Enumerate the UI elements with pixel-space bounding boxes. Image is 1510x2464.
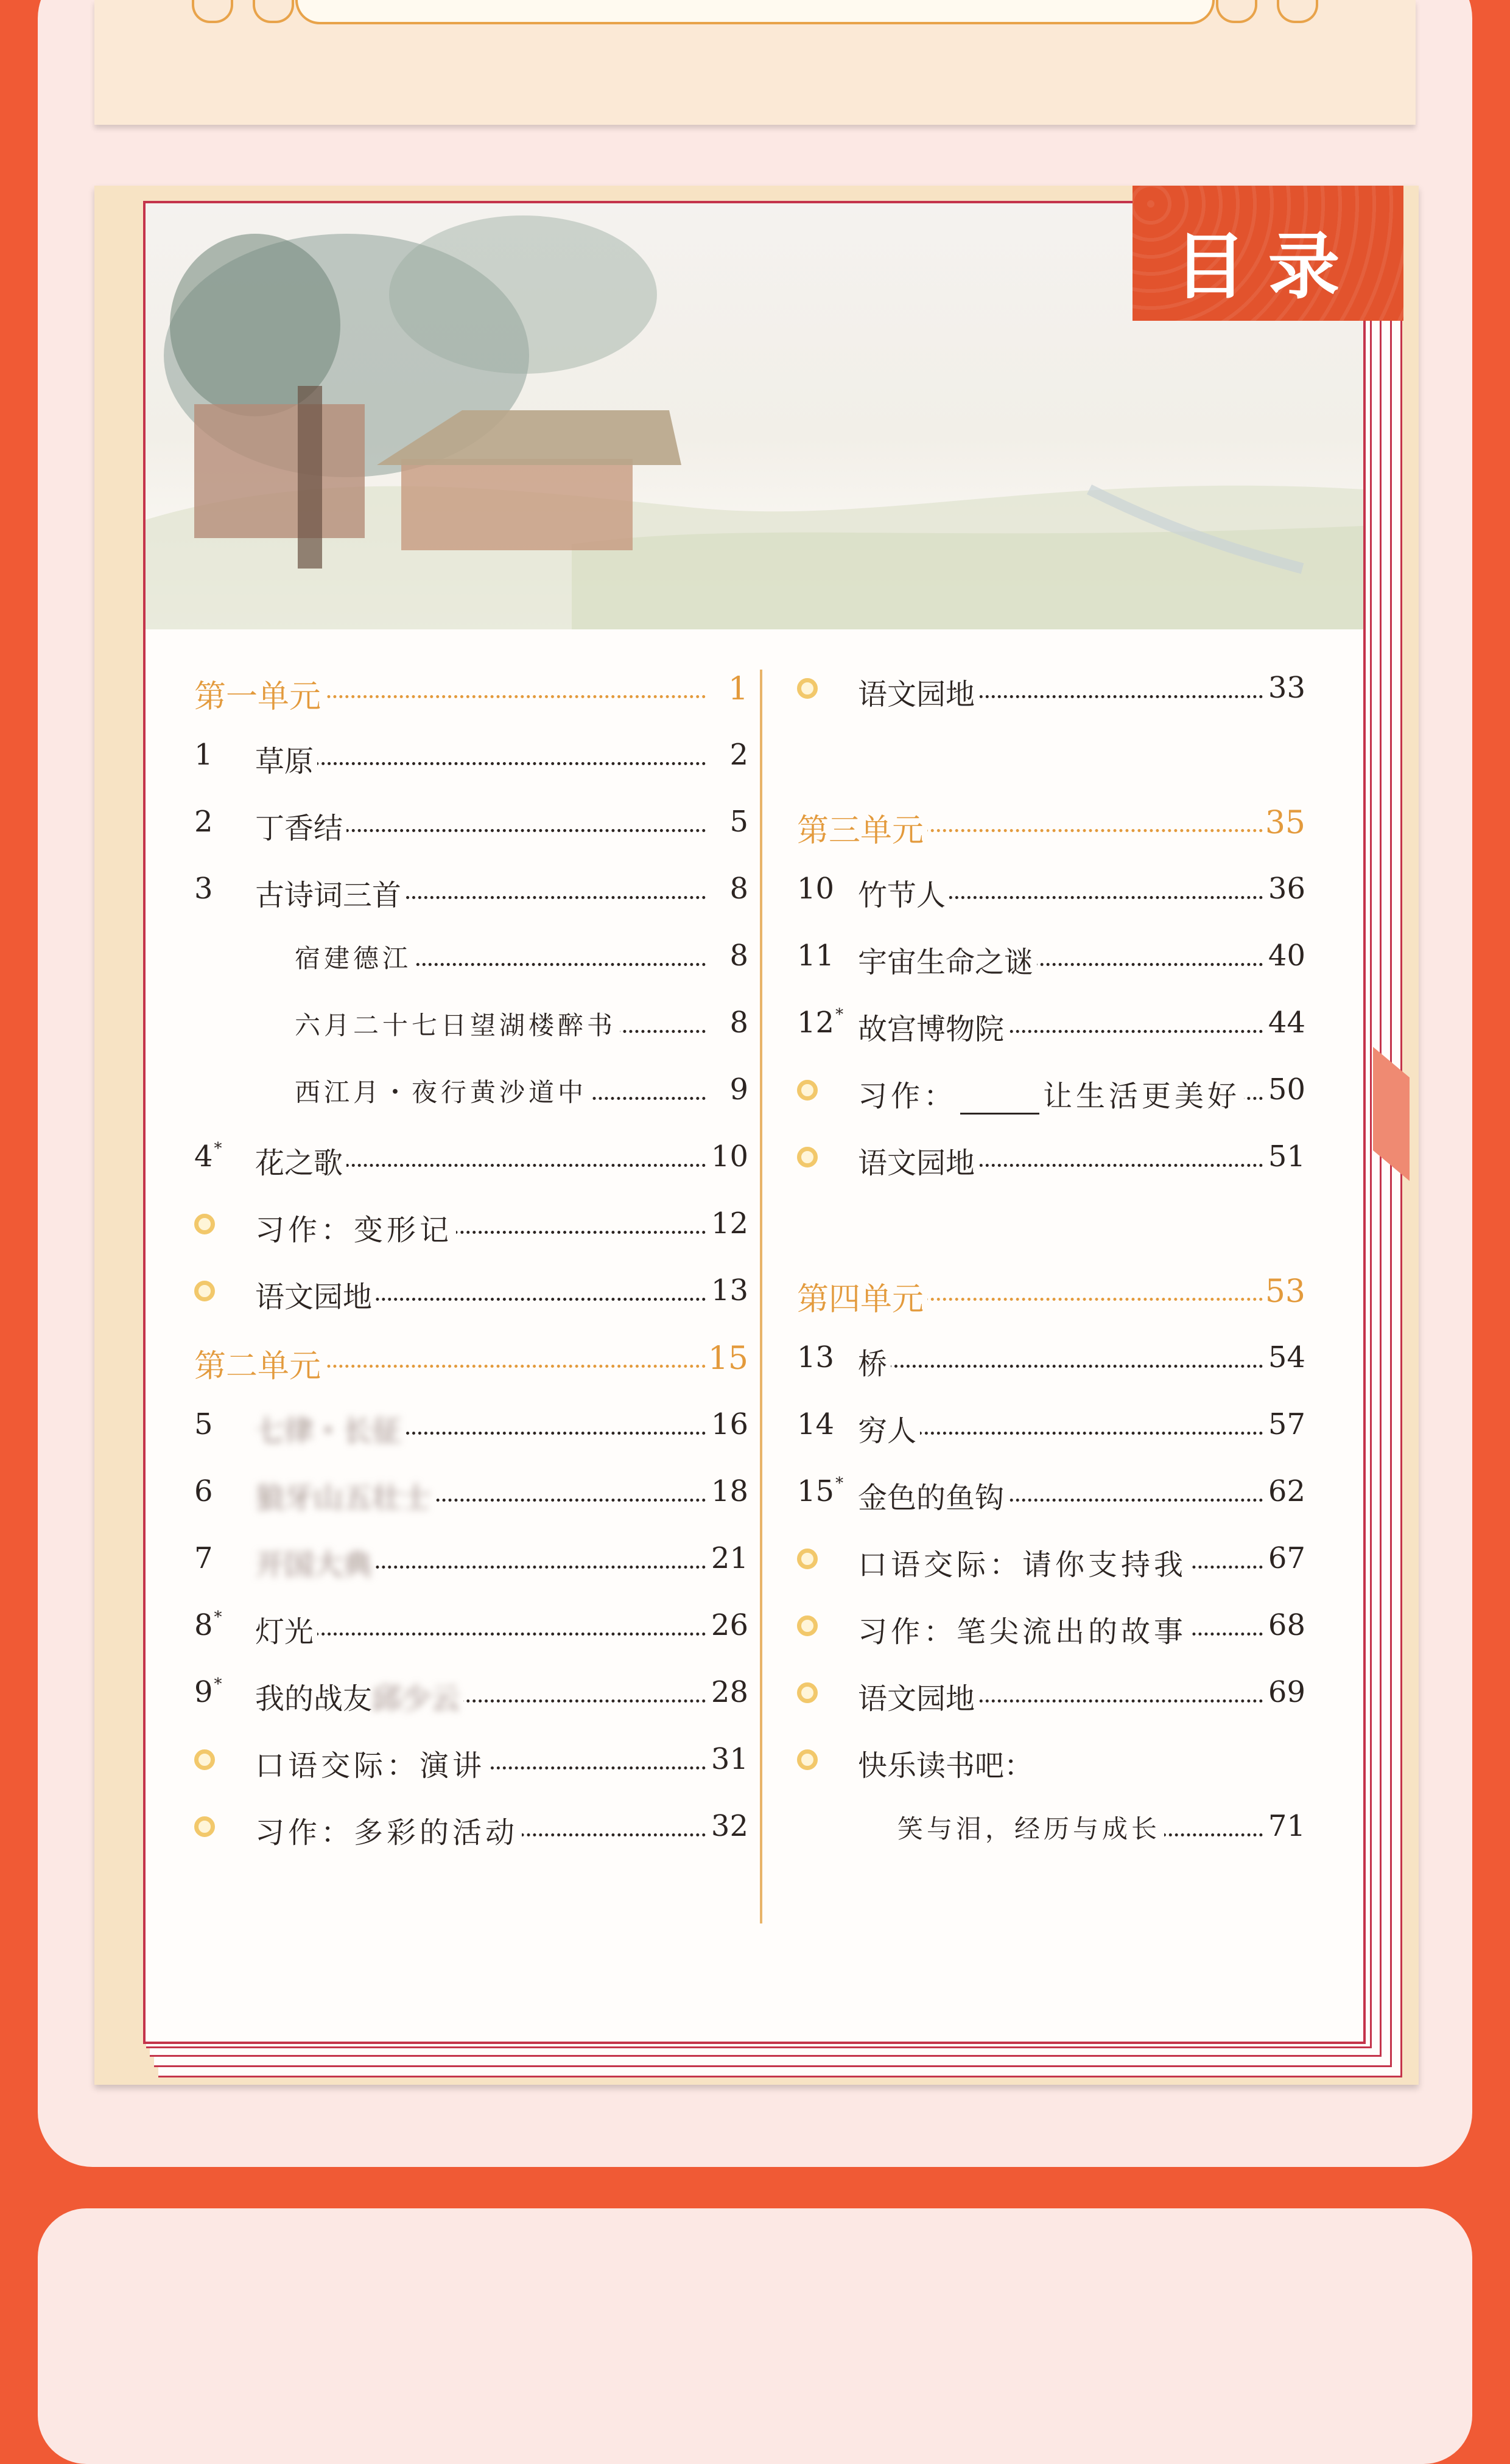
page-number: 10 bbox=[711, 1139, 748, 1174]
page-number: 5 bbox=[729, 805, 748, 839]
lesson-number-text: 7 bbox=[194, 1541, 213, 1575]
entry-title bbox=[255, 1139, 346, 1181]
unit-heading-row[interactable] bbox=[797, 1269, 1305, 1317]
entry-title bbox=[858, 1139, 978, 1181]
circle-bullet-icon bbox=[797, 1682, 818, 1703]
lesson-number bbox=[194, 1139, 243, 1174]
swirl-ornament-icon bbox=[1216, 0, 1257, 23]
page-number: 16 bbox=[711, 1407, 748, 1441]
entry-title-text: 丁香结 bbox=[255, 811, 343, 845]
unit-title bbox=[797, 1273, 927, 1319]
entry-title-text: 习作： bbox=[858, 1079, 957, 1113]
entry-title bbox=[295, 939, 415, 975]
toc-entry[interactable] bbox=[797, 1670, 1305, 1719]
page-number: 54 bbox=[1268, 1340, 1305, 1374]
unit-heading-row[interactable] bbox=[797, 800, 1305, 849]
entry-title bbox=[255, 872, 405, 914]
toc-entry[interactable] bbox=[797, 1536, 1305, 1585]
toc-entry[interactable] bbox=[194, 1135, 748, 1183]
entry-title-text: 开国大典 bbox=[255, 1548, 373, 1582]
leader-dots bbox=[255, 1608, 706, 1636]
toc-entry[interactable] bbox=[194, 1670, 748, 1719]
circle-bullet-icon bbox=[194, 1281, 215, 1301]
unit-title bbox=[194, 671, 325, 716]
circle-bullet-icon bbox=[194, 1816, 215, 1837]
toc-entry[interactable] bbox=[194, 1603, 748, 1652]
lesson-number-text: 5 bbox=[194, 1407, 213, 1441]
entry-title-text: 古诗词三首 bbox=[255, 878, 402, 912]
lesson-number-text: 12 bbox=[797, 1006, 835, 1040]
entry-title bbox=[858, 939, 1037, 981]
page-number: 44 bbox=[1268, 1006, 1305, 1040]
page-number: 51 bbox=[1268, 1139, 1305, 1174]
swirl-ornament-icon bbox=[192, 0, 233, 23]
lesson-number bbox=[797, 1006, 846, 1040]
page-number: 35 bbox=[1265, 805, 1305, 841]
entry-title-text: 第三单元 bbox=[797, 813, 924, 849]
entry-title-text: 我的战友 bbox=[255, 1682, 373, 1716]
entry-title-blurred: 邱少云 bbox=[372, 1682, 460, 1716]
page-number: 2 bbox=[729, 738, 748, 772]
entry-title bbox=[897, 1809, 1164, 1846]
toc-entry[interactable] bbox=[797, 1068, 1305, 1116]
lesson-number-text: 10 bbox=[797, 872, 835, 906]
entry-title bbox=[295, 1006, 620, 1042]
toc-entry[interactable] bbox=[797, 1402, 1305, 1451]
banner-frame bbox=[295, 0, 1215, 24]
entry-title-text: 习作：变形记 bbox=[255, 1213, 453, 1247]
entry-title-text: 口语交际：请你支持我 bbox=[858, 1548, 1187, 1582]
page-number: 9 bbox=[729, 1073, 748, 1107]
page-number: 62 bbox=[1268, 1474, 1305, 1508]
lesson-number-text: 4 bbox=[194, 1139, 213, 1174]
lesson-number-text: 1 bbox=[194, 738, 213, 772]
lesson-number bbox=[797, 1474, 846, 1508]
entry-title bbox=[858, 1608, 1190, 1650]
circle-bullet-icon bbox=[797, 1549, 818, 1569]
toc-heading: 目录 bbox=[1174, 225, 1362, 309]
fill-in-blank-line bbox=[960, 1088, 1039, 1115]
unit-title bbox=[797, 805, 927, 850]
entry-title-text: 语文园地 bbox=[858, 1682, 975, 1716]
entry-title-text: 第四单元 bbox=[797, 1281, 924, 1318]
toc-entry[interactable] bbox=[194, 1469, 748, 1518]
entry-title bbox=[858, 671, 978, 713]
entry-title-text: 故宫博物院 bbox=[858, 1012, 1005, 1046]
page-number: 32 bbox=[711, 1809, 748, 1843]
toc-heading-tab bbox=[1132, 186, 1403, 321]
entry-title bbox=[858, 1474, 1008, 1516]
entry-title-text: 语文园地 bbox=[255, 1280, 373, 1314]
entry-title-text: 灯光 bbox=[255, 1615, 314, 1649]
page-number: 8 bbox=[729, 1006, 748, 1040]
page-number: 57 bbox=[1268, 1407, 1305, 1441]
lesson-number-text: 9 bbox=[194, 1675, 213, 1709]
entry-title bbox=[255, 1206, 456, 1248]
entry-title-text: 习作：笔尖流出的故事 bbox=[858, 1615, 1187, 1649]
page-number: 36 bbox=[1268, 872, 1305, 906]
toc-entry[interactable] bbox=[797, 1135, 1305, 1183]
entry-title bbox=[255, 738, 317, 780]
page-number: 50 bbox=[1268, 1073, 1305, 1107]
entry-title-text: 竹节人 bbox=[858, 878, 946, 912]
lesson-number bbox=[194, 1541, 243, 1575]
optional-lesson-mark: * bbox=[835, 1006, 844, 1024]
entry-title bbox=[858, 1742, 1037, 1784]
entry-title-text: 穷人 bbox=[858, 1414, 917, 1448]
entry-title bbox=[255, 1541, 376, 1583]
page-number: 15 bbox=[708, 1340, 748, 1377]
circle-bullet-icon bbox=[797, 678, 818, 699]
entry-title bbox=[255, 1675, 463, 1717]
circle-bullet-icon bbox=[194, 1214, 215, 1234]
lesson-number-text: 6 bbox=[194, 1474, 213, 1508]
entry-title-text: 语文园地 bbox=[858, 677, 975, 712]
lesson-number-text: 3 bbox=[194, 872, 213, 906]
entry-title bbox=[255, 1407, 405, 1449]
page-number: 69 bbox=[1268, 1675, 1305, 1709]
toc-entry[interactable] bbox=[797, 867, 1305, 915]
entry-title-text: 草原 bbox=[255, 744, 314, 779]
entry-title-text: 第一单元 bbox=[194, 679, 321, 715]
page-number: 8 bbox=[729, 939, 748, 973]
entry-title-text: 宇宙生命之谜 bbox=[858, 945, 1034, 979]
entry-title-text: 西江月・夜行黄沙道中 bbox=[295, 1077, 588, 1107]
toc-entry[interactable] bbox=[194, 1804, 748, 1853]
entry-title bbox=[858, 1675, 978, 1717]
lesson-number-text: 14 bbox=[797, 1407, 835, 1441]
toc-entry[interactable] bbox=[194, 733, 748, 782]
page-number: 31 bbox=[711, 1742, 748, 1776]
entry-title-text: 七律・长征 bbox=[255, 1414, 402, 1448]
toc-entry[interactable] bbox=[194, 1402, 748, 1451]
page-number: 28 bbox=[711, 1675, 748, 1709]
toc-entry[interactable] bbox=[797, 1603, 1305, 1652]
lesson-number bbox=[194, 1675, 243, 1709]
circle-bullet-icon bbox=[797, 1147, 818, 1167]
toc-entry[interactable] bbox=[194, 1001, 748, 1049]
circle-bullet-icon bbox=[797, 1080, 818, 1101]
optional-lesson-mark: * bbox=[835, 1474, 844, 1493]
page-number: 40 bbox=[1268, 939, 1305, 973]
toc-entry[interactable] bbox=[194, 1068, 748, 1116]
page-number: 68 bbox=[1268, 1608, 1305, 1642]
lesson-number-text: 2 bbox=[194, 805, 213, 839]
optional-lesson-mark: * bbox=[214, 1608, 222, 1626]
entry-title bbox=[858, 872, 949, 914]
lesson-number bbox=[194, 872, 243, 906]
lesson-number bbox=[797, 872, 846, 906]
optional-lesson-mark: * bbox=[214, 1675, 222, 1693]
lesson-number bbox=[194, 1474, 243, 1508]
lesson-number bbox=[194, 805, 243, 839]
toc-entry[interactable] bbox=[797, 1001, 1305, 1049]
toc-entry[interactable] bbox=[797, 666, 1305, 715]
entry-title-text: 语文园地 bbox=[858, 1146, 975, 1180]
page-number: 1 bbox=[728, 671, 748, 707]
entry-title bbox=[255, 1474, 434, 1516]
circle-bullet-icon bbox=[797, 1615, 818, 1636]
entry-title-text: 第二单元 bbox=[194, 1348, 321, 1385]
page-number: 18 bbox=[711, 1474, 748, 1508]
column-divider bbox=[760, 670, 762, 1923]
toc-entry[interactable] bbox=[797, 1737, 1305, 1786]
entry-title bbox=[295, 1073, 591, 1109]
entry-title bbox=[255, 805, 346, 847]
lesson-number bbox=[797, 1407, 846, 1441]
swirl-ornament-icon bbox=[253, 0, 294, 23]
lesson-number-text: 13 bbox=[797, 1340, 835, 1374]
entry-title-text: 快乐读书吧： bbox=[858, 1749, 1034, 1783]
toc-entry[interactable] bbox=[194, 1536, 748, 1585]
entry-title-text: 六月二十七日望湖楼醉书 bbox=[295, 1010, 617, 1040]
unit-heading-row[interactable] bbox=[194, 1335, 748, 1384]
entry-title-text: 狼牙山五壮士 bbox=[255, 1481, 431, 1515]
toc-entry[interactable] bbox=[194, 867, 748, 915]
lesson-number bbox=[194, 738, 243, 772]
toc-entry[interactable] bbox=[194, 934, 748, 982]
entry-title bbox=[255, 1809, 522, 1851]
lesson-number bbox=[797, 939, 846, 973]
leader-dots bbox=[858, 1340, 1263, 1368]
toc-entry[interactable] bbox=[797, 934, 1305, 982]
page-number: 21 bbox=[711, 1541, 748, 1575]
swirl-ornament-icon bbox=[1277, 0, 1318, 23]
bottom-card bbox=[38, 2208, 1472, 2464]
toc-entry[interactable] bbox=[194, 1202, 748, 1250]
toc-entry[interactable] bbox=[797, 1804, 1305, 1853]
toc-entry[interactable] bbox=[194, 800, 748, 849]
entry-title-text: 习作：多彩的活动 bbox=[255, 1816, 519, 1850]
page-number: 8 bbox=[729, 872, 748, 906]
toc-entry[interactable] bbox=[194, 1737, 748, 1786]
circle-bullet-icon bbox=[194, 1749, 215, 1770]
entry-title-text: 金色的鱼钩 bbox=[858, 1481, 1005, 1515]
entry-title bbox=[858, 1340, 891, 1382]
page-number: 53 bbox=[1265, 1273, 1305, 1310]
optional-lesson-mark: * bbox=[214, 1139, 222, 1158]
unit-heading-row[interactable] bbox=[194, 666, 748, 715]
entry-title-text: 花之歌 bbox=[255, 1146, 343, 1180]
lesson-number bbox=[797, 1340, 846, 1374]
page-number: 67 bbox=[1268, 1541, 1305, 1575]
toc-entry[interactable] bbox=[797, 1469, 1305, 1518]
page-number: 13 bbox=[711, 1273, 748, 1307]
entry-title-text: 口语交际：演讲 bbox=[255, 1749, 486, 1783]
toc-entry[interactable] bbox=[797, 1335, 1305, 1384]
page-number: 26 bbox=[711, 1608, 748, 1642]
entry-title-text: 桥 bbox=[858, 1347, 888, 1381]
circle-bullet-icon bbox=[797, 1749, 818, 1770]
page-number: 71 bbox=[1268, 1809, 1305, 1843]
entry-title bbox=[255, 1608, 317, 1650]
entry-title bbox=[255, 1742, 489, 1784]
lesson-number-text: 15 bbox=[797, 1474, 835, 1508]
entry-title-text: 宿建德江 bbox=[295, 943, 412, 973]
unit-title bbox=[194, 1340, 325, 1386]
entry-title bbox=[255, 1273, 376, 1315]
page-number: 33 bbox=[1268, 671, 1305, 705]
lesson-number-text: 8 bbox=[194, 1608, 213, 1642]
entry-title bbox=[858, 1407, 920, 1449]
lesson-number-text: 11 bbox=[797, 939, 835, 973]
entry-title bbox=[858, 1541, 1190, 1583]
toc-page bbox=[143, 201, 1366, 2044]
toc-entry[interactable] bbox=[194, 1269, 748, 1317]
lesson-number bbox=[194, 1608, 243, 1642]
entry-title-tail: 让生活更美好 bbox=[1043, 1079, 1241, 1113]
page-number: 12 bbox=[711, 1206, 748, 1241]
lesson-number bbox=[194, 1407, 243, 1441]
entry-title-text: 笑与泪，经历与成长 bbox=[897, 1814, 1161, 1844]
leader-dots bbox=[255, 738, 706, 765]
entry-title bbox=[858, 1006, 1008, 1048]
entry-title bbox=[858, 1073, 1244, 1115]
top-banner-strip bbox=[94, 0, 1416, 125]
